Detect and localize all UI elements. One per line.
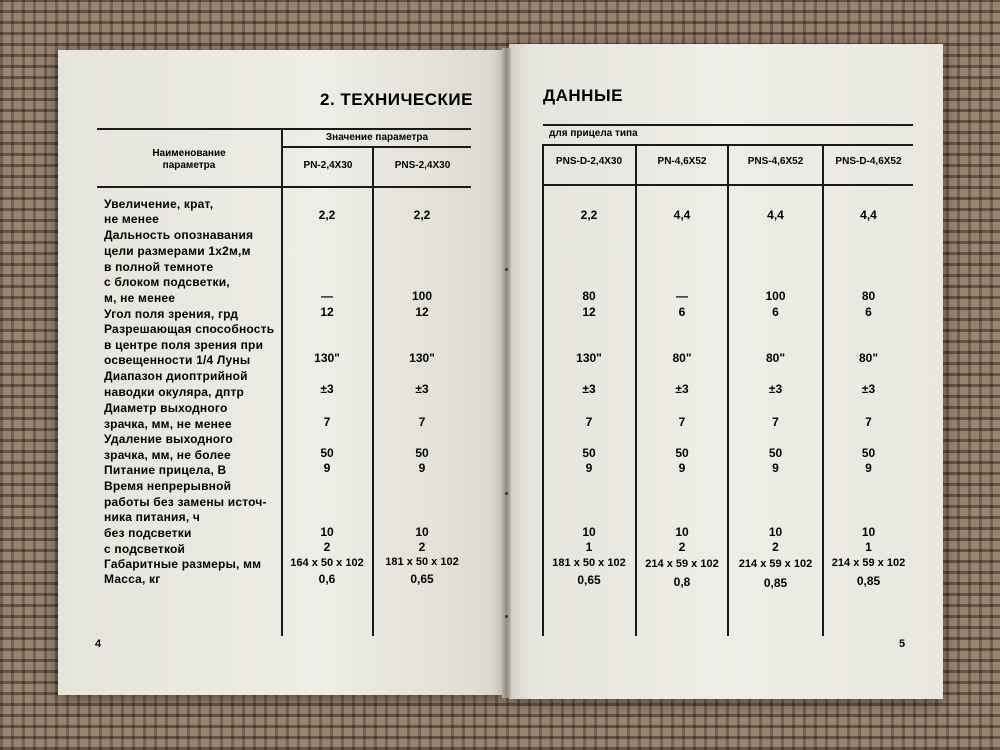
value-cell: 10: [320, 525, 334, 539]
parameter-label: без подсветки: [104, 526, 192, 540]
value-cell: ±3: [415, 382, 429, 396]
value-cell: —: [321, 289, 333, 303]
parameter-label: Питание прицела, В: [104, 463, 227, 477]
value-cell: 0,85: [856, 574, 881, 588]
spine-stitch: [505, 268, 508, 271]
value-cell: 214 x 59 x 102: [645, 558, 719, 570]
value-cell: 4,4: [767, 208, 784, 222]
parameter-label: освещенности 1/4 Луны: [104, 353, 251, 367]
value-cell: 50: [768, 446, 783, 460]
page-title-left: 2. ТЕХНИЧЕСКИЕ: [320, 90, 473, 109]
parameter-label: с блоком подсветки,: [104, 275, 230, 289]
parameter-label: Увеличение, крат,: [104, 197, 214, 211]
value-cell: 4,4: [860, 208, 877, 222]
value-cell: 10: [415, 525, 429, 539]
value-cell: ±3: [320, 382, 334, 396]
value-cell: 50: [582, 446, 596, 460]
value-cell: —: [676, 289, 688, 303]
value-cell: 181 x 50 x 102: [552, 557, 626, 569]
value-cell: 50: [861, 446, 876, 460]
value-cell: 0,65: [577, 573, 601, 587]
parameter-label: м, не менее: [104, 291, 176, 305]
parameter-label: в центре поля зрения при: [104, 338, 264, 352]
value-cell: 7: [418, 415, 426, 429]
value-cell: 181 x 50 x 102: [385, 556, 459, 568]
parameter-label: Габаритные размеры, мм: [104, 557, 262, 571]
column-header: PNS-D-2,4X30: [555, 156, 623, 167]
value-cell: 2,2: [413, 208, 431, 222]
value-cell: 10: [861, 525, 876, 539]
param-header: Наименование параметра: [152, 148, 226, 171]
parameter-label: Диаметр выходного: [104, 401, 228, 415]
value-cell: 214 x 59 x 102: [831, 557, 906, 569]
value-cell: 100: [765, 289, 786, 303]
value-cell: 10: [675, 525, 689, 539]
value-cell: 0,65: [410, 572, 434, 586]
value-cell: 9: [323, 461, 331, 475]
value-cell: 9: [418, 461, 426, 475]
value-cell: 9: [865, 461, 872, 475]
page-number-right: 5: [899, 638, 906, 650]
value-cell: 7: [678, 415, 686, 429]
value-cell: 50: [675, 446, 689, 460]
value-cell: 100: [411, 289, 433, 303]
value-cell: 10: [768, 525, 783, 539]
value-cell: 7: [585, 415, 593, 429]
value-cell: 50: [415, 446, 429, 460]
value-cell: 9: [585, 461, 593, 475]
value-cell: ±3: [675, 382, 689, 396]
value-cell: 0,8: [673, 575, 691, 589]
value-cell: 12: [415, 305, 429, 319]
value-cell: 2: [678, 540, 686, 554]
parameter-label: работы без замены источ-: [104, 495, 267, 509]
value-cell: 214 x 59 x 102: [738, 558, 813, 570]
right-page: [509, 44, 943, 699]
parameter-label: зрачка, мм, не более: [104, 448, 231, 462]
value-cell: 6: [865, 305, 872, 319]
value-cell: 80: [582, 289, 596, 303]
column-header: PNS-2,4X30: [394, 160, 451, 171]
parameter-label: в полной темноте: [104, 260, 214, 274]
value-cell: 2: [323, 540, 331, 554]
value-cell: 2: [418, 540, 426, 554]
parameter-label: Время непрерывной: [104, 479, 232, 493]
parameter-label: Дальность опознавания: [104, 228, 254, 242]
parameter-label: наводки окуляра, дптр: [104, 385, 245, 399]
value-cell: 2,2: [580, 208, 598, 222]
column-header: PN-2,4X30: [303, 160, 353, 171]
value-cell: 7: [772, 415, 779, 429]
parameter-label: зрачка, мм, не менее: [104, 417, 232, 431]
value-cell: 130": [409, 351, 435, 365]
value-cell: 10: [582, 525, 596, 539]
column-header: PNS-D-4,6X52: [835, 156, 902, 167]
value-cell: 130": [576, 351, 602, 365]
value-cell: 50: [320, 446, 334, 460]
value-cell: 164 x 50 x 102: [290, 557, 364, 569]
value-cell: 7: [865, 415, 872, 429]
value-cell: 6: [772, 305, 779, 319]
value-cell: 1: [865, 540, 872, 554]
value-header-divider: [282, 146, 471, 148]
value-cell: 130": [314, 351, 340, 365]
table-top-border-left: [97, 128, 471, 130]
parameter-label: Разрешающая способность: [104, 322, 275, 336]
column-header: PNS-4,6X52: [747, 156, 804, 167]
value-cell: 12: [320, 305, 334, 319]
value-cell: 9: [772, 461, 779, 475]
value-cell: 0,85: [763, 576, 788, 590]
value-cell: 80: [861, 289, 876, 303]
value-cell: 80": [858, 351, 879, 365]
parameter-label: Удаление выходного: [104, 432, 233, 446]
value-cell: 4,4: [673, 208, 691, 222]
parameter-label: Угол поля зрения, грд: [104, 307, 239, 321]
parameter-label: не менее: [104, 212, 160, 226]
value-cell: ±3: [861, 382, 876, 396]
page-title-right: ДАННЫЕ: [543, 86, 623, 105]
spine-stitch: [505, 492, 508, 495]
value-cell: 1: [585, 540, 593, 554]
parameter-label: с подсветкой: [104, 542, 186, 556]
value-cell: ±3: [768, 382, 783, 396]
value-cell: 2: [772, 540, 779, 554]
booklet-spine: [502, 48, 511, 698]
value-cell: 7: [323, 415, 331, 429]
value-header: Значение параметра: [325, 132, 429, 143]
value-cell: 80": [672, 351, 692, 365]
page-number-left: 4: [95, 638, 102, 650]
parameter-label: Масса, кг: [104, 572, 161, 586]
parameter-label: цели размерами 1х2м,м: [104, 244, 251, 258]
parameter-label: Диапазон диоптрийной: [104, 369, 248, 383]
value-cell: 9: [678, 461, 686, 475]
scope-header: для прицела типа: [549, 128, 638, 139]
table-top-border-right: [543, 124, 913, 126]
parameter-label: ника питания, ч: [104, 510, 201, 524]
value-cell: 12: [582, 305, 596, 319]
value-cell: 2,2: [318, 208, 336, 222]
spine-stitch: [505, 615, 508, 618]
column-header: PN-4,6X52: [657, 156, 707, 167]
value-cell: 0,6: [318, 572, 336, 586]
table-header-bottom-left: [97, 186, 471, 188]
value-cell: ±3: [582, 382, 596, 396]
value-cell: 6: [678, 305, 686, 319]
value-cell: 80": [765, 351, 786, 365]
